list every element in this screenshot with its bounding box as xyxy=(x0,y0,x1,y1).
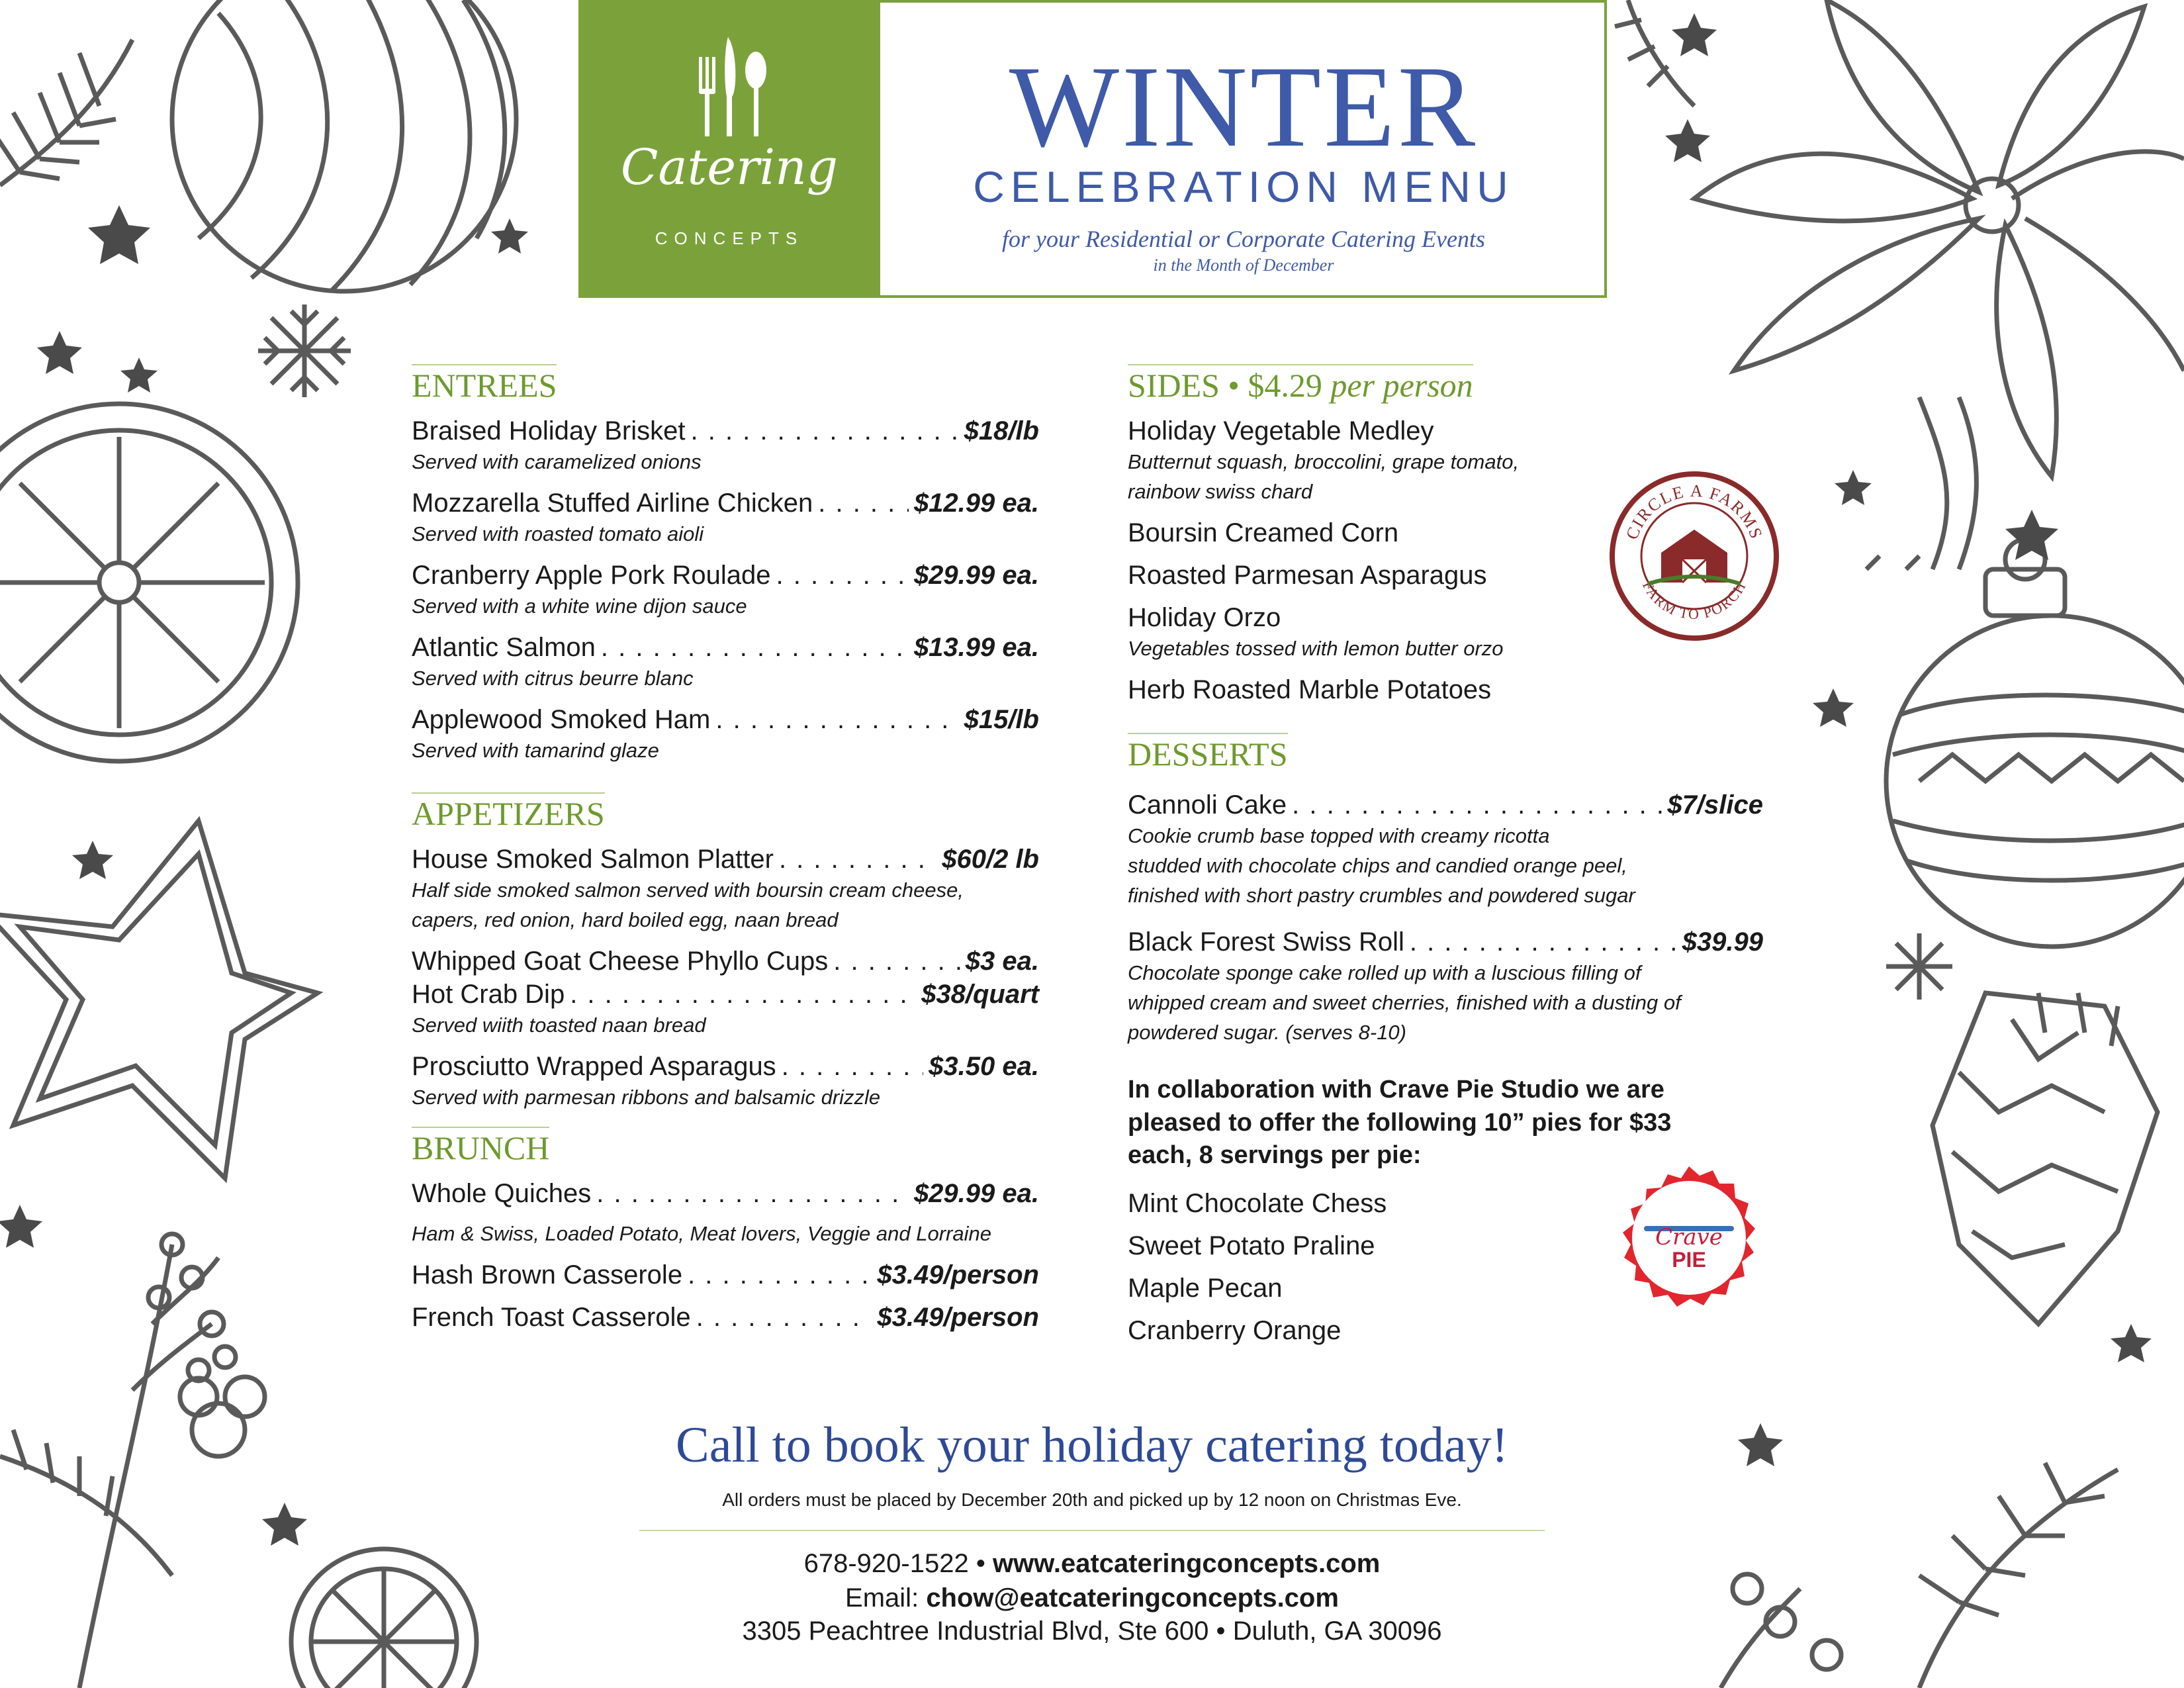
menu-item xyxy=(412,559,1039,592)
leader-dots xyxy=(833,945,960,978)
star-cookie-icon xyxy=(0,821,318,1178)
item-name: Roasted Parmesan Asparagus xyxy=(1128,560,1487,590)
item-description: Served with roasted tomato aioli xyxy=(412,522,704,545)
item-price: $3.49/person xyxy=(877,1303,1039,1333)
item-price: $3.49/person xyxy=(877,1260,1039,1290)
item-description: capers, red onion, hard boiled egg, naan bread xyxy=(412,908,839,931)
sides-unit: per person xyxy=(1330,367,1473,404)
leader-dots xyxy=(1292,788,1662,821)
item-name: Boursin Creamed Corn xyxy=(1128,518,1399,547)
item-price: $29.99 ea. xyxy=(913,560,1039,590)
utensils-icon xyxy=(690,30,769,136)
item-price: $29.99 ea. xyxy=(913,1179,1039,1209)
item-description: finished with short pastry crumbles and powdered sugar xyxy=(1128,883,1635,907)
leader-dots xyxy=(1410,925,1677,959)
email-label: Email: xyxy=(845,1583,919,1613)
phone-number[interactable]: 678-920-1522 xyxy=(803,1549,969,1578)
leader-dots xyxy=(782,1050,923,1083)
menu-item xyxy=(1128,925,1763,959)
leader-dots xyxy=(779,843,936,876)
menu-item xyxy=(412,978,1039,1011)
item-name: Whole Quiches xyxy=(412,1179,592,1209)
item-name: French Toast Casserole xyxy=(412,1303,691,1333)
section-heading-desserts: DESSERTS xyxy=(1128,733,1288,774)
item-name: Herb Roasted Marble Potatoes xyxy=(1128,675,1492,704)
pie-item: Sweet Potato Praline xyxy=(1128,1231,1375,1260)
menu-item xyxy=(412,1050,1039,1083)
item-price: $39.99 xyxy=(1682,927,1763,957)
item-description: Served with citrus beurre blanc xyxy=(412,666,694,690)
pie-item: Mint Chocolate Chess xyxy=(1128,1188,1387,1218)
item-description: Served with caramelized onions xyxy=(412,450,702,473)
item-description: rainbow swiss chard xyxy=(1128,479,1313,503)
item-price: $15/lb xyxy=(964,704,1039,734)
item-description: Butternut squash, broccolini, grape tomato, xyxy=(1128,450,1520,473)
item-description: Ham & Swiss, Loaded Potato, Meat lovers, Veggie and Lorraine xyxy=(412,1222,991,1246)
item-name: Hot Crab Dip xyxy=(412,979,565,1009)
collab-line-3: each, 8 servings per pie: xyxy=(1128,1141,1422,1170)
menu-left-column xyxy=(412,364,1039,1334)
section-heading-appetizers: APPETIZERS xyxy=(412,792,605,833)
leader-dots xyxy=(715,703,958,736)
item-name: Black Forest Swiss Roll xyxy=(1128,927,1404,957)
item-name: Hash Brown Casserole xyxy=(412,1260,683,1290)
crave-pie-badge xyxy=(1610,1164,1768,1323)
collab-line-2: pleased to offer the following 10” pies for $33 xyxy=(1128,1108,1672,1137)
item-name: Atlantic Salmon xyxy=(412,632,596,662)
page-title: WINTER xyxy=(1009,42,1479,171)
item-name: Applewood Smoked Ham xyxy=(412,704,711,734)
order-deadline-note: All orders must be placed by December 20th and picked up by 12 noon on Christmas Eve. xyxy=(722,1489,1462,1510)
circle-a-farms-badge xyxy=(1608,470,1780,642)
address-city: Duluth, GA 30096 xyxy=(1232,1617,1442,1646)
page-subtitle: CELEBRATION MENU xyxy=(973,162,1514,211)
menu-item xyxy=(412,703,1039,736)
address-street: 3305 Peachtree Industrial Blvd, Ste 600 xyxy=(742,1617,1209,1646)
item-name: Whipped Goat Cheese Phyllo Cups xyxy=(412,946,829,976)
item-description: whipped cream and sweet cherries, finished with a dusting of xyxy=(1128,990,1681,1014)
title-month: in the Month of December xyxy=(1153,256,1334,275)
item-name: Holiday Orzo xyxy=(1128,602,1281,632)
footer-divider xyxy=(639,1530,1545,1531)
item-name: Mozzarella Stuffed Airline Chicken xyxy=(412,488,813,518)
item-description: Served wiith toasted naan bread xyxy=(412,1013,706,1037)
leader-dots xyxy=(691,414,959,447)
menu-item xyxy=(412,414,1039,447)
item-price: $7/slice xyxy=(1667,790,1763,820)
item-price: $13.99 ea. xyxy=(913,632,1039,662)
collab-studio: Crave Pie Studio xyxy=(1379,1076,1579,1104)
bullet-separator: • xyxy=(976,1549,985,1578)
snowflake-icon xyxy=(1886,933,1952,1000)
item-price: $12.99 ea. xyxy=(913,488,1039,518)
pie-badge-script: Crave xyxy=(1655,1224,1723,1250)
ornament-ball-icon xyxy=(172,0,516,291)
email-link[interactable]: chow@eatcateringconcepts.com xyxy=(926,1583,1339,1613)
collab-line-1 xyxy=(1128,1074,1776,1106)
leader-dots xyxy=(570,978,916,1011)
pie-item: Maple Pecan xyxy=(1128,1273,1283,1303)
section-heading-sides xyxy=(1128,364,1473,405)
item-description: studded with chocolate chips and candied orange peel, xyxy=(1128,853,1627,877)
item-description: Vegetables tossed with lemon butter orzo xyxy=(1128,636,1504,660)
item-price: $3.50 ea. xyxy=(929,1051,1039,1081)
leader-dots xyxy=(818,487,909,520)
section-heading-entrees: ENTREES xyxy=(412,364,557,405)
leader-dots xyxy=(596,1177,909,1210)
menu-item xyxy=(412,843,1039,876)
menu-item xyxy=(412,1301,1039,1334)
item-price: $60/2 lb xyxy=(942,844,1039,874)
leader-dots xyxy=(696,1301,872,1334)
menu-item xyxy=(412,631,1039,664)
section-heading-brunch: BRUNCH xyxy=(412,1127,549,1168)
pie-badge-word: PIE xyxy=(1672,1248,1706,1272)
item-description: Served with parmesan ribbons and balsamic drizzle xyxy=(412,1085,881,1109)
item-name: Cranberry Apple Pork Roulade xyxy=(412,560,771,590)
contact-line-address xyxy=(0,1617,2184,1646)
item-name: Holiday Vegetable Medley xyxy=(1128,416,1434,445)
contact-line-phone-web xyxy=(0,1549,2184,1579)
item-description: Served with a white wine dijon sauce xyxy=(412,594,747,618)
snowflake-icon xyxy=(258,305,351,397)
title-tagline: for your Residential or Corporate Catering Events xyxy=(1002,226,1485,252)
sides-label: SIDES • xyxy=(1128,367,1240,404)
menu-item xyxy=(412,487,1039,520)
item-description: Half side smoked salmon served with boursin cream cheese, xyxy=(412,878,964,902)
logo-wordmark: Catering xyxy=(620,139,839,196)
logo-block xyxy=(578,0,880,298)
bullet-separator: • xyxy=(1216,1617,1226,1646)
collab-pre: In collaboration with xyxy=(1128,1076,1373,1104)
orange-slice-icon xyxy=(0,404,298,761)
item-name: Cannoli Cake xyxy=(1128,790,1287,820)
item-price: $3 ea. xyxy=(965,946,1039,976)
sides-price: $4.29 xyxy=(1248,367,1322,404)
leader-dots xyxy=(601,631,909,664)
call-to-action: Call to book your holiday catering today! xyxy=(676,1417,1508,1473)
item-price: $18/lb xyxy=(964,416,1039,445)
ornament-ball-icon xyxy=(1886,539,2184,947)
menu-item xyxy=(412,1177,1039,1210)
farm-badge-top-text: CIRCLE A FARMS xyxy=(1622,481,1766,542)
title-block xyxy=(880,0,1607,298)
item-name: Prosciutto Wrapped Asparagus xyxy=(412,1051,776,1081)
collab-post: we are xyxy=(1586,1076,1664,1104)
item-description: powdered sugar. (serves 8-10) xyxy=(1128,1020,1406,1044)
contact-line-email xyxy=(0,1583,2184,1613)
item-description: Chocolate sponge cake rolled up with a luscious filling of xyxy=(1128,961,1641,984)
pie-item: Cranberry Orange xyxy=(1128,1315,1342,1345)
leader-dots xyxy=(688,1258,872,1291)
pine-cone-icon xyxy=(1933,993,2158,1324)
item-name: House Smoked Salmon Platter xyxy=(412,844,774,874)
menu-item xyxy=(412,1258,1039,1291)
farm-badge-bottom-text: FARM TO PORCH xyxy=(1639,578,1750,622)
leader-dots xyxy=(776,559,909,592)
item-description: Cookie crumb base topped with creamy ricotta xyxy=(1128,823,1550,847)
item-description: Served with tamarind glaze xyxy=(412,738,659,762)
item-price: $38/quart xyxy=(921,979,1039,1009)
logo-subtitle: CONCEPTS xyxy=(655,228,804,248)
website-link[interactable]: www.eatcateringconcepts.com xyxy=(993,1549,1381,1578)
menu-item xyxy=(1128,788,1763,821)
item-name: Braised Holiday Brisket xyxy=(412,416,686,445)
menu-item xyxy=(412,945,1039,978)
collaboration-note xyxy=(1128,1074,1776,1172)
